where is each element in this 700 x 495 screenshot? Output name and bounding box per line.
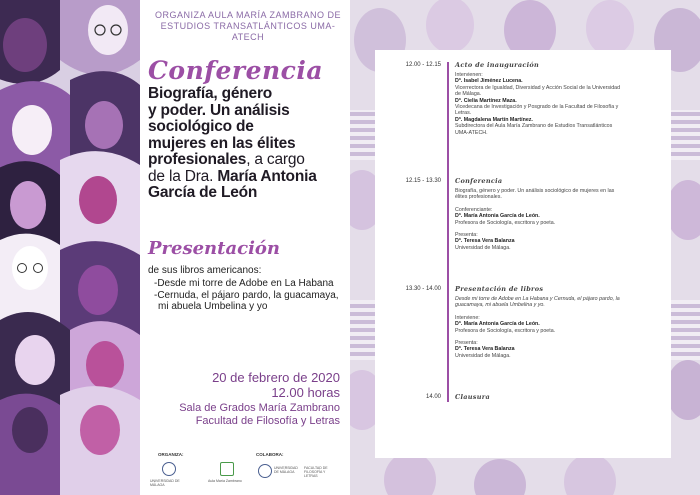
person-name: Dª. María Antonia García de León. [455,321,540,328]
slot-heading: Conferencia [455,177,503,185]
aula-logo-icon [220,462,234,476]
campus-seal-icon [258,464,272,478]
program-line: Intervienen: [455,72,483,78]
sponsor-logos [148,452,348,492]
women-faces-illustration [0,0,140,495]
program-line: Presenta: [455,232,478,239]
uma-logo-text: UNIVERSIDAD DE MÁLAGA [150,479,180,487]
slot-time: 12.15 - 13.30 [405,178,441,184]
organizer-line-2: ESTUDIOS TRANSATLÁNTICOS UMA-ATECH [160,21,336,42]
slot-heading: Presentación de libros [455,285,544,293]
slot-heading: Clausura [455,393,491,401]
event-time: 12.00 horas [271,385,340,400]
program-line: Interviene: [455,314,480,321]
presentation-intro: de sus libros americanos: [148,265,262,276]
talk-title-line-6 [148,169,353,186]
program-line: Vicerrectora de Igualdad, Diversidad y Acción Social de la Universidad [455,84,621,91]
speaker-first-name: María Antonia [217,167,317,185]
person-name: Dª. Teresa Vera Balanza [455,238,515,245]
program-line: Vicedecana de Investigación y Posgrado de la Facultad de Filosofía y [455,104,619,111]
left-text-panel [140,0,350,495]
talk-title-line-5-normal: , a cargo [246,151,305,168]
slot-time: 13.30 - 14.00 [405,286,441,292]
book-item: -Cernuda, el pájaro pardo, la guacamaya, [154,289,339,301]
slot-body [455,72,655,136]
organizer-line-1: ORGANIZA AULA MARÍA ZAMBRANO DE [154,10,342,20]
venue-line-1: Sala de Grados María Zambrano [179,402,340,414]
presentation-label: Presentación [148,238,281,259]
slot-time: 12.00 - 12.15 [405,62,441,68]
program-line: guacamaya, mi abuela Umbelina y yo. [455,302,545,309]
program-line: Letras. [455,110,472,117]
person-name: Dª. Isabel Jiménez Lucena. [455,78,523,85]
talk-title-line-1: Biografía, género [148,85,273,102]
talk-title-line-6-normal: de la Dra. [148,167,214,185]
program-line: Conferenciante: [455,206,493,213]
venue-line-2: Facultad de Filosofía y Letras [195,415,340,427]
program-line: Subdirectora del Aula María Zambrano de Estudios Transatlánticos [455,123,613,130]
speaker-last-name: García de León [148,184,258,201]
organiza-label: ORGANIZA: [158,452,184,457]
talk-title-line-2: y poder. Un análisis [148,101,290,119]
talk-title-line-3: sociológico de [148,118,254,135]
program-line: Desde mi torre de Adobe en La Habana y Cernuda, el pájaro pardo, la [455,296,620,302]
person-name: Dª. Cielia Martínez Maza. [455,97,517,104]
slot-heading: Acto de inauguración [455,61,540,69]
organizer-header [148,10,348,43]
event-datetime [148,370,340,400]
program-card [375,50,671,458]
talk-title [148,86,353,202]
program-line: UMA-ATECH. [455,129,488,136]
talk-title-line-4: mujeres en las élites [148,134,296,152]
book-item: mi abuela Umbelina y yo [158,301,268,312]
program-line: de Málaga. [455,91,482,98]
program-line: Universidad de Málaga. [455,352,511,359]
event-date: 20 de febrero de 2020 [212,370,340,385]
aula-logo-text: Aula María Zambrano [208,479,242,483]
colabora-label: COLABORA: [256,452,284,457]
program-line: élites profesionales. [455,194,502,201]
book-item: -Desde mi torre de Adobe en La Habana [154,278,334,289]
slot-time: 14.00 [425,394,441,400]
program-line: Universidad de Málaga. [455,244,511,251]
women-illustration-left [0,0,140,495]
person-name: Dª. María Antonia García de León. [455,213,540,220]
timeline-line [447,62,449,402]
faculty-logo-text: FACULTAD DE FILOSOFÍA Y LETRAS [304,466,328,478]
book-list [154,278,339,313]
talk-title-line-5 [148,152,353,169]
talk-title-line-5-bold: profesionales [148,151,247,168]
program-line: Profesora de Sociología, escritora y poeta. [455,219,556,226]
person-name: Dª. Magdalena Martín Martínez. [455,116,533,123]
slot-body [455,296,655,359]
program-line: Biografía, género y poder. Un análisis sociológico de mujeres en las [455,188,615,194]
campus-logo-text: UNIVERSIDAD DE MÁLAGA [274,466,298,474]
person-name: Dª. Teresa Vera Balanza [455,346,515,353]
conference-label: Conferencia [148,56,324,85]
uma-seal-icon [162,462,176,476]
program-line: Profesora de Sociología, escritora y poeta. [455,327,556,334]
slot-body [455,188,655,251]
event-venue [148,402,340,428]
program-line: Presenta: [455,340,478,347]
